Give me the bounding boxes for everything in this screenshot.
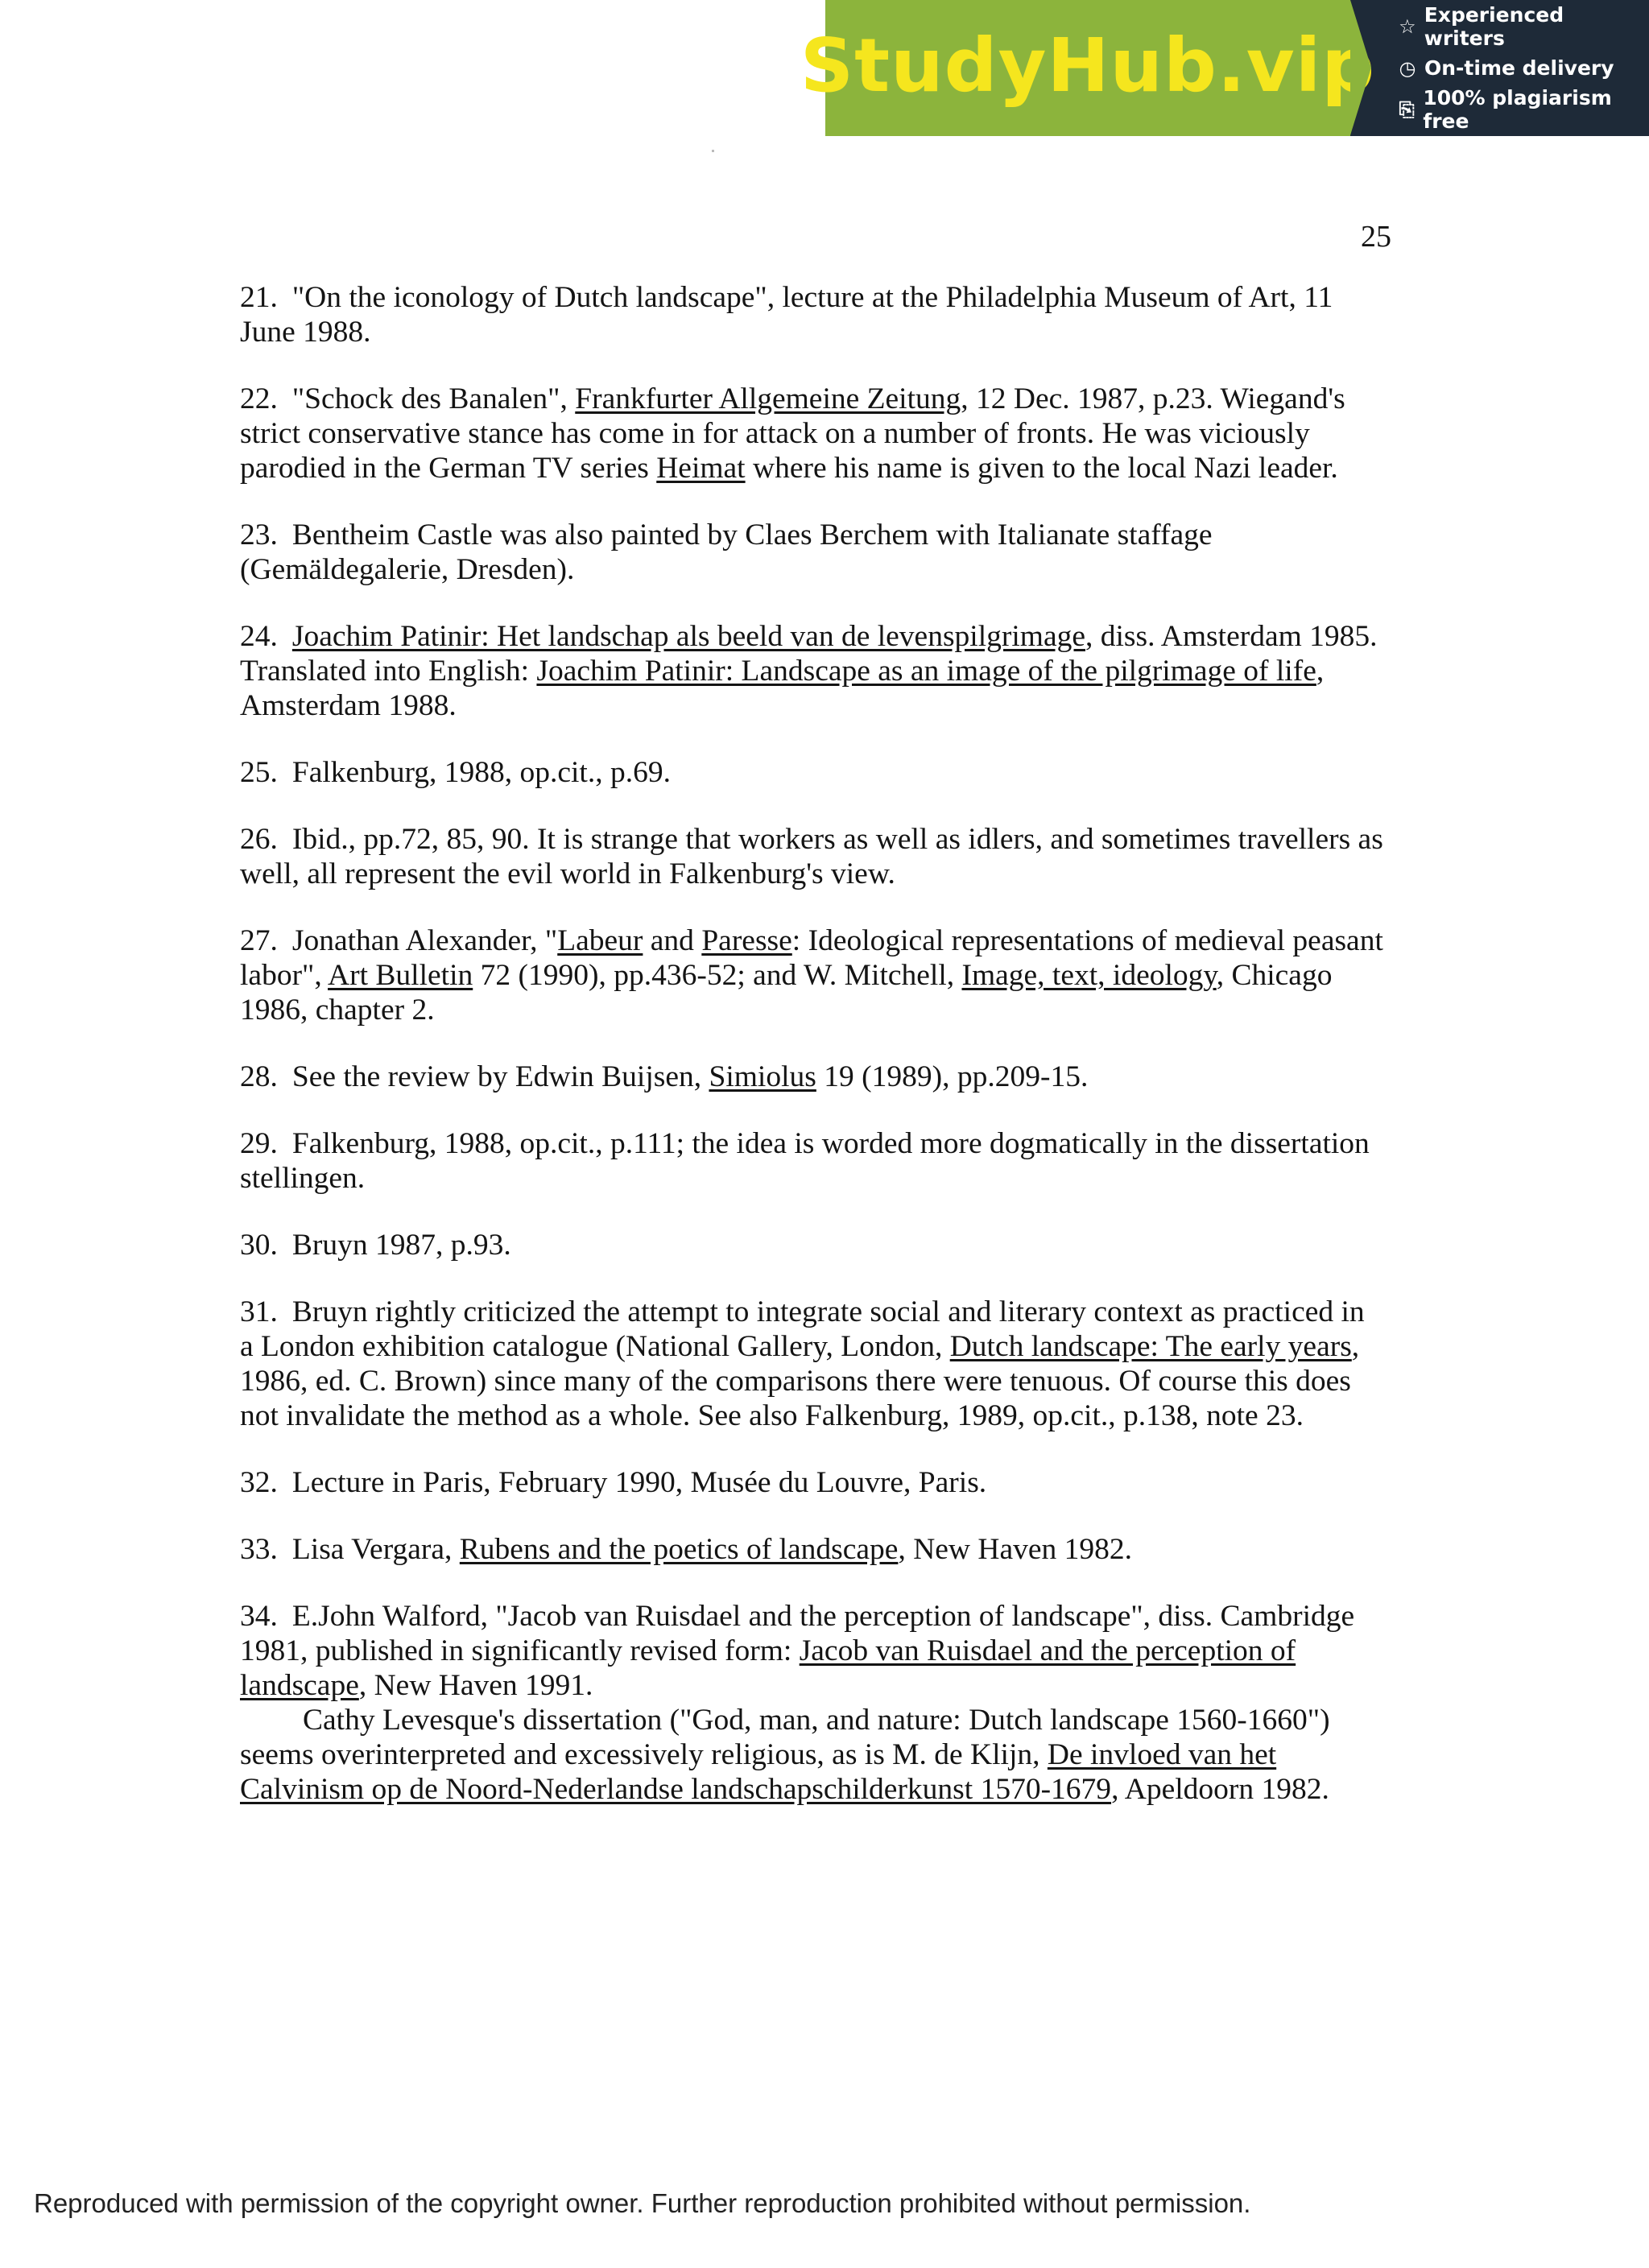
clock-icon: ◷	[1399, 56, 1416, 80]
note-30: 30. Bruyn 1987, p.93.	[240, 1229, 511, 1262]
feature-on-time-delivery	[1397, 56, 1649, 80]
document-icon: ⎘	[1399, 98, 1415, 121]
copyright-footer: Reproduced with permission of the copyright owner. Further reproduction prohibited without permission.	[34, 2188, 1251, 2218]
note-22: 22. "Schock des Banalen", Frankfurter Allgemeine Zeitung, 12 Dec. 1987, p.23. Wiegand's strict conservative stance has come in for attack on a number of fronts. He was viciously parodied in the German TV series Heimat where his name is given to the local Nazi leader.	[240, 382, 1345, 485]
feature-label: On-time delivery	[1424, 56, 1614, 80]
title-patinir-dutch: Joachim Patinir: Het landschap als beeld van de levenspilgrimage	[291, 620, 1086, 653]
note-25: 25. Falkenburg, 1988, op.cit., p.69.	[240, 756, 671, 789]
title-patinir-english: Joachim Patinir: Landscape as an image of the pilgrimage of life	[536, 655, 1316, 688]
feature-plagiarism-free	[1397, 86, 1649, 133]
feature-label: 100% plagiarism free	[1423, 86, 1612, 133]
note-29: 29. Falkenburg, 1988, op.cit., p.111; the idea is worded more dogmatically in the dissertation stellingen.	[240, 1127, 1370, 1195]
logo-text: StudyHub.vip	[800, 23, 1376, 109]
title-heimat: Heimat	[656, 452, 746, 485]
note-21: 21. "On the iconology of Dutch landscape", lecture at the Philadelphia Museum of Art, 11 June 1988.	[240, 281, 1333, 349]
note-32: 32. Lecture in Paris, February 1990, Musée du Louvre, Paris.	[240, 1466, 987, 1499]
banner-features	[1350, 0, 1649, 136]
endnotes	[240, 280, 1383, 1839]
studyhub-logo[interactable]	[800, 0, 1376, 136]
note-26: 26. Ibid., pp.72, 85, 90. It is strange that workers as well as idlers, and sometimes travellers as well, all represent the evil world in Falkenburg's view.	[240, 823, 1383, 890]
title-frankfurter: Frankfurter Allgemeine Zeitung	[575, 382, 961, 415]
studyhub-banner[interactable]	[800, 0, 1649, 136]
note-27: 27. Jonathan Alexander, "Labeur and Paresse: Ideological representations of medieval peasant labor", Art Bulletin 72 (1990), pp.436-52; and W. Mitchell, Image, text, ideology, Chicago 1986, chapter 2.	[240, 924, 1383, 1027]
note-28: 28. See the review by Edwin Buijsen, Simiolus 19 (1989), pp.209-15.	[240, 1060, 1089, 1093]
note-34: 34. E.John Walford, "Jacob van Ruisdael and the perception of landscape", diss. Cambridge 1981, published in significantly revised form: Jacob van Ruisdael and the perception of landscape, New Haven 1991. Cathy Levesque's dissertation ("God, man, and nature: Dutch landscape 1560-1660") seems overinterpreted and excessively religious, as is M. de Klijn, De invloed van het Calvinism op de Noord-Nederlandse landschapschilderkunst 1570-1679, Apeldoorn 1982.	[240, 1600, 1355, 1806]
note-33: 33. Lisa Vergara, Rubens and the poetics of landscape, New Haven 1982.	[240, 1533, 1132, 1566]
note-31: 31. Bruyn rightly criticized the attempt to integrate social and literary context as practiced in a London exhibition catalogue (National Gallery, London, Dutch landscape: The early years, 1986, ed. C. Brown) since many of the comparisons there were tenuous. Of course this does not invalidate the method as a whole. See also Falkenburg, 1989, op.cit., p.138, note 23.	[240, 1295, 1365, 1432]
page-number: 25	[1361, 220, 1391, 254]
feature-experienced-writers	[1397, 3, 1649, 50]
note-23: 23. Bentheim Castle was also painted by Claes Berchem with Italianate staffage (Gemäldegalerie, Dresden).	[240, 518, 1213, 586]
star-icon: ☆	[1399, 15, 1416, 38]
note-24: 24. Joachim Patinir: Het landschap als beeld van de levenspilgrimage, diss. Amsterdam 1985. Translated into English: Joachim Patinir: Landscape as an image of the pilgrimage of life, Amsterdam 1988.	[240, 620, 1378, 722]
scan-speck	[712, 150, 714, 152]
feature-label: Experienced writers	[1424, 3, 1564, 50]
